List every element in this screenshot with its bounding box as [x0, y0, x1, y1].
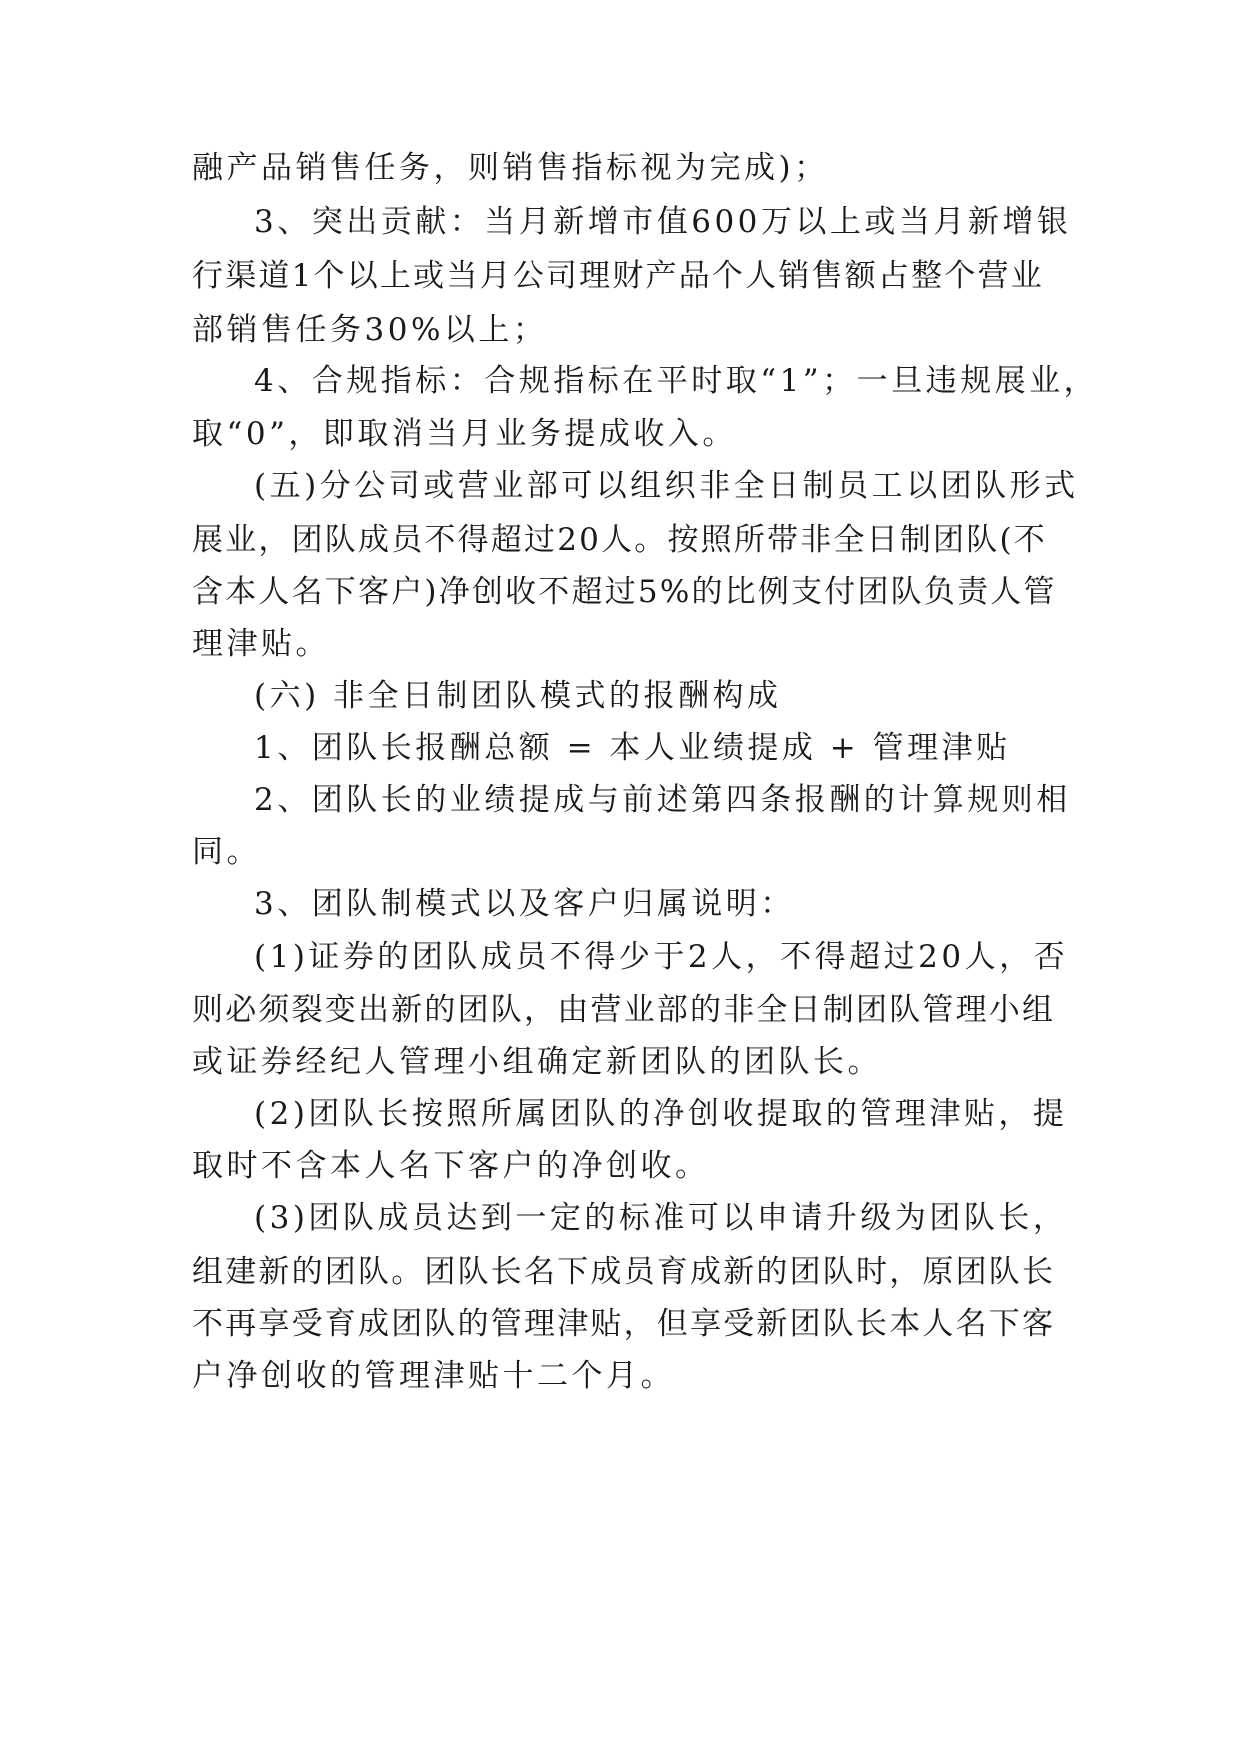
paragraph-line: 1、团队长报酬总额 = 本人业绩提成 + 管理津贴 — [254, 730, 1011, 766]
paragraph-line: 同。 — [192, 834, 261, 870]
paragraph-line: 3、团队制模式以及客户归属说明： — [254, 886, 795, 922]
paragraph-line: (五)分公司或营业部可以组织非全日制员工以团队形式 — [254, 468, 1079, 504]
paragraph-line: 融产品销售任务，则销售指标视为完成)； — [192, 150, 829, 186]
paragraph-line: 4、合规指标：合规指标在平时取“1”；一旦违规展业， — [254, 363, 1099, 399]
paragraph-line: 3、突出贡献：当月新增市值600万以上或当月新增银 — [254, 204, 1072, 240]
paragraph-line: 理津贴。 — [192, 626, 330, 662]
section-heading: (六) 非全日制团队模式的报酬构成 — [254, 678, 782, 714]
paragraph-line: 部销售任务30%以上； — [192, 312, 548, 348]
paragraph-line: 2、团队长的业绩提成与前述第四条报酬的计算规则相 — [254, 782, 1071, 818]
paragraph-line: 取时不含本人名下客户的净创收。 — [192, 1148, 710, 1184]
paragraph-line: 组建新的团队。团队长名下成员育成新的团队时，原团队长 — [192, 1254, 1056, 1290]
paragraph-line: 展业，团队成员不得超过20人。按照所带非全日制团队(不 — [192, 522, 1047, 558]
paragraph-line: 户净创收的管理津贴十二个月。 — [192, 1358, 675, 1394]
paragraph-line: 取“0”，即取消当月业务提成收入。 — [192, 416, 737, 452]
paragraph-line: 不再享受育成团队的管理津贴，但享受新团队长本人名下客 — [192, 1306, 1056, 1342]
paragraph-line: (3)团队成员达到一定的标准可以申请升级为团队长， — [254, 1200, 1068, 1236]
paragraph-line: 或证券经纪人管理小组确定新团队的团队长。 — [192, 1044, 882, 1080]
paragraph-line: 行渠道1个以上或当月公司理财产品个人销售额占整个营业 — [192, 258, 1044, 294]
paragraph-line: (1)证券的团队成员不得少于2人，不得超过20人，否 — [254, 939, 1069, 975]
paragraph-line: (2)团队长按照所属团队的净创收提取的管理津贴，提 — [254, 1096, 1068, 1132]
paragraph-line: 含本人名下客户)净创收不超过5%的比例支付团队负责人管 — [192, 574, 1057, 610]
paragraph-line: 则必须裂变出新的团队，由营业部的非全日制团队管理小组 — [192, 992, 1056, 1028]
